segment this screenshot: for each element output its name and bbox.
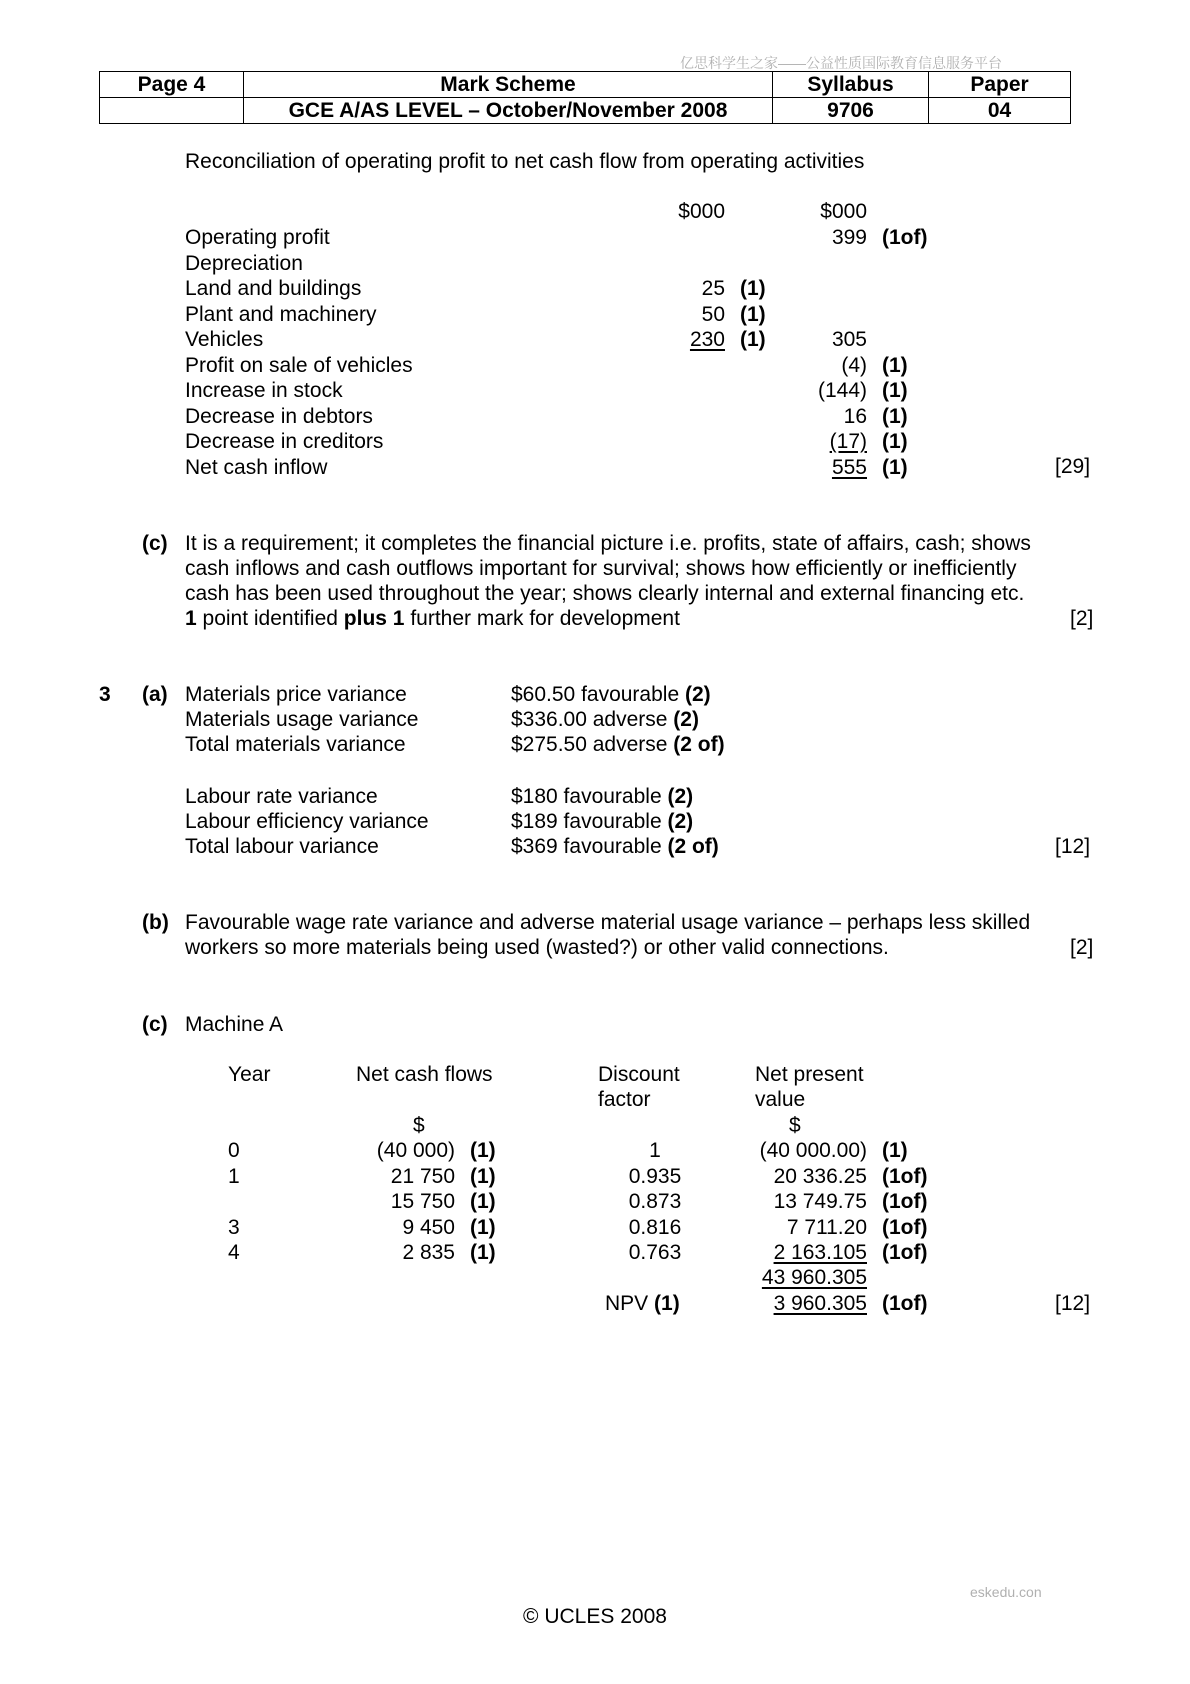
q2c-label: (c) — [142, 532, 168, 555]
header-subtitle: GCE A/AS LEVEL – October/November 2008 — [244, 98, 773, 124]
npv-row-discount: 0.816 — [628, 1215, 682, 1239]
npv-row-value-mark: (1of) — [882, 1215, 928, 1239]
q3c-marks: [12] — [1055, 1292, 1091, 1315]
q3c-label: (c) — [142, 1013, 168, 1036]
variance-mark: (2) — [667, 785, 694, 808]
npv-row-cash-mark: (1) — [470, 1164, 496, 1188]
npv-head-year: Year — [228, 1063, 271, 1086]
variance-label: Materials usage variance — [185, 708, 419, 731]
npv-row-value: 13 749.75 — [773, 1190, 867, 1213]
recon-row-label: Decrease in debtors — [185, 404, 373, 428]
col2-head: $000 — [820, 200, 867, 223]
variance-amount: $60.50 favourable — [511, 683, 685, 706]
reconciliation-heading: Reconciliation of operating profit to net cash flow from operating activities — [185, 150, 865, 173]
recon-row-value-2: (4) — [841, 353, 867, 377]
q2c-bold-2: plus 1 — [343, 607, 405, 630]
q2c-line-1: It is a requirement; it completes the financial picture i.e. profits, state of affairs, cash; shows — [185, 532, 1031, 555]
npv-row-value-mark: (1of) — [882, 1241, 928, 1264]
q3b-label: (b) — [142, 911, 169, 934]
recon-row-mark-2: (1) — [882, 455, 908, 479]
variance-mark: (2 of) — [673, 733, 725, 756]
npv-head-npv-2: value — [755, 1088, 806, 1111]
npv-row-discount: 1 — [649, 1139, 661, 1162]
recon-row-label: Operating profit — [185, 226, 330, 249]
npv-head-npv-1: Net present — [755, 1063, 864, 1086]
recon-row-label: Net cash inflow — [185, 455, 328, 479]
npv-row-year: 0 — [228, 1139, 240, 1162]
variance-label: Total labour variance — [185, 835, 379, 858]
recon-row-label: Land and buildings — [185, 277, 362, 300]
npv-label — [605, 1292, 680, 1316]
header-table — [99, 71, 1071, 124]
recon-row-value-2: 555 — [831, 455, 867, 479]
header-page: Page 4 — [100, 72, 244, 98]
npv-row-cash: 9 450 — [402, 1215, 455, 1239]
npv-row-cash-mark: (1) — [470, 1215, 496, 1239]
npv-row-value-mark: (1of) — [882, 1190, 928, 1213]
npv-row-value: 7 711.20 — [786, 1215, 867, 1239]
q2c-line-2: cash inflows and cash outflows important for survival; shows how efficiently or inefficiently — [185, 557, 1017, 580]
watermark-bottom: eskedu.con — [970, 1584, 1042, 1600]
npv-value-mark: (1of) — [882, 1292, 928, 1315]
variance-value — [511, 835, 719, 859]
recon-row-label: Profit on sale of vehicles — [185, 353, 413, 377]
footer: © UCLES 2008 — [523, 1605, 667, 1628]
variance-mark: (2 of) — [667, 835, 719, 858]
variance-label: Labour efficiency variance — [185, 810, 429, 833]
q3b-line-1: Favourable wage rate variance and adverse material usage variance – perhaps less skilled — [185, 911, 1031, 934]
q2c-line-3: cash has been used throughout the year; shows clearly internal and external financing etc. — [185, 582, 1025, 605]
npv-unit-cash: $ — [413, 1114, 425, 1137]
npv-row-discount: 0.763 — [628, 1241, 682, 1264]
npv-head-disc-1: Discount — [598, 1063, 680, 1086]
npv-row-value: 2 163.105 — [773, 1241, 867, 1264]
variance-value — [511, 810, 693, 834]
npv-subtotal: 43 960.305 — [761, 1266, 867, 1289]
npv-row-discount: 0.935 — [628, 1164, 682, 1188]
npv-row-year: 1 — [228, 1164, 240, 1188]
variance-value — [511, 683, 711, 707]
recon-row-mark-2: (1) — [882, 404, 908, 428]
header-syllabus: 9706 — [773, 98, 929, 124]
recon-row-mark-1: (1) — [740, 277, 766, 300]
npv-label-mark: (1) — [654, 1292, 680, 1315]
recon-row-value-1: 25 — [701, 277, 725, 300]
variance-amount: $369 favourable — [511, 835, 668, 858]
recon-row-label: Plant and machinery — [185, 302, 377, 326]
recon-row-value-2: 305 — [831, 328, 867, 351]
variance-label: Total materials variance — [185, 733, 406, 756]
npv-row-cash: 2 835 — [402, 1241, 455, 1264]
npv-value: 3 960.305 — [773, 1292, 867, 1315]
recon-row-label: Vehicles — [185, 328, 264, 351]
npv-row-value: 20 336.25 — [773, 1164, 867, 1188]
q3a-label: (a) — [142, 683, 168, 706]
variance-mark: (2) — [667, 810, 694, 833]
header-paper-label: Paper — [929, 72, 1071, 98]
recon-row-mark-1: (1) — [740, 302, 766, 326]
q2c-text-4: further mark for development — [404, 607, 680, 630]
q3-number: 3 — [99, 683, 111, 706]
recon-row-mark-2: (1) — [882, 353, 908, 377]
col1-head: $000 — [678, 200, 725, 223]
npv-label-text: NPV — [605, 1292, 655, 1315]
variance-amount: $189 favourable — [511, 810, 668, 833]
header-paper: 04 — [929, 98, 1071, 124]
variance-amount: $180 favourable — [511, 785, 668, 808]
npv-row-cash-mark: (1) — [470, 1241, 496, 1264]
npv-head-disc-2: factor — [598, 1088, 651, 1111]
npv-row-cash: 21 750 — [390, 1164, 455, 1188]
recon-row-label: Decrease in creditors — [185, 430, 384, 453]
variance-mark: (2) — [684, 683, 711, 706]
npv-row-discount: 0.873 — [628, 1190, 682, 1213]
recon-row-value-1: 50 — [701, 302, 725, 326]
npv-row-value-mark: (1) — [882, 1139, 908, 1162]
recon-row-mark-1: (1) — [740, 328, 766, 351]
npv-row-value-mark: (1of) — [882, 1164, 928, 1188]
recon-row-mark-2: (1) — [882, 430, 908, 453]
variance-amount: $336.00 adverse — [511, 708, 674, 731]
q3a-marks: [12] — [1055, 835, 1091, 858]
q2c-text — [185, 531, 1031, 631]
q2c-text-2: point identified — [196, 607, 344, 630]
variance-value — [511, 733, 725, 757]
recon-row-value-2: (144) — [817, 379, 867, 402]
variance-label: Labour rate variance — [185, 785, 378, 808]
npv-row-cash-mark: (1) — [470, 1190, 496, 1213]
watermark-top: 亿思科学生之家——公益性质国际教育信息服务平台 — [680, 55, 1002, 71]
q3b-text — [185, 910, 1030, 960]
header-empty-cell — [100, 98, 244, 124]
variance-value — [511, 708, 699, 732]
q2c-line-4 — [185, 606, 1031, 631]
variance-amount: $275.50 adverse — [511, 733, 674, 756]
npv-unit-npv: $ — [789, 1114, 801, 1137]
variance-mark: (2) — [673, 708, 699, 731]
npv-row-cash: (40 000) — [376, 1139, 455, 1162]
recon-row-value-2: 399 — [831, 226, 867, 249]
q3b-line-2: workers so more materials being used (wasted?) or other valid connections. — [185, 936, 889, 959]
variance-label: Materials price variance — [185, 683, 407, 706]
header-syllabus-label: Syllabus — [773, 72, 929, 98]
recon-row-mark-2: (1of) — [882, 226, 928, 249]
npv-row-cash-mark: (1) — [470, 1139, 496, 1162]
q3b-marks: [2] — [1070, 936, 1094, 959]
npv-row-cash: 15 750 — [390, 1190, 455, 1213]
recon-row-label: Depreciation — [185, 251, 303, 275]
q2c-marks: [2] — [1070, 607, 1094, 630]
npv-row-value: (40 000.00) — [759, 1139, 867, 1162]
variance-value — [511, 785, 693, 809]
q3c-title: Machine A — [185, 1013, 284, 1036]
recon-row-value-1: 230 — [689, 328, 725, 351]
recon-row-mark-2: (1) — [882, 379, 908, 402]
recon-row-value-2: 16 — [843, 404, 867, 428]
reconciliation-marks: [29] — [1055, 455, 1091, 478]
npv-head-cash: Net cash flows — [356, 1063, 493, 1086]
npv-row-year: 4 — [228, 1241, 240, 1264]
recon-row-label: Increase in stock — [185, 379, 343, 402]
header-title: Mark Scheme — [244, 72, 773, 98]
npv-row-year: 3 — [228, 1215, 240, 1239]
recon-row-value-2: (17) — [829, 430, 867, 453]
q2c-bold-1: 1 — [185, 607, 197, 630]
